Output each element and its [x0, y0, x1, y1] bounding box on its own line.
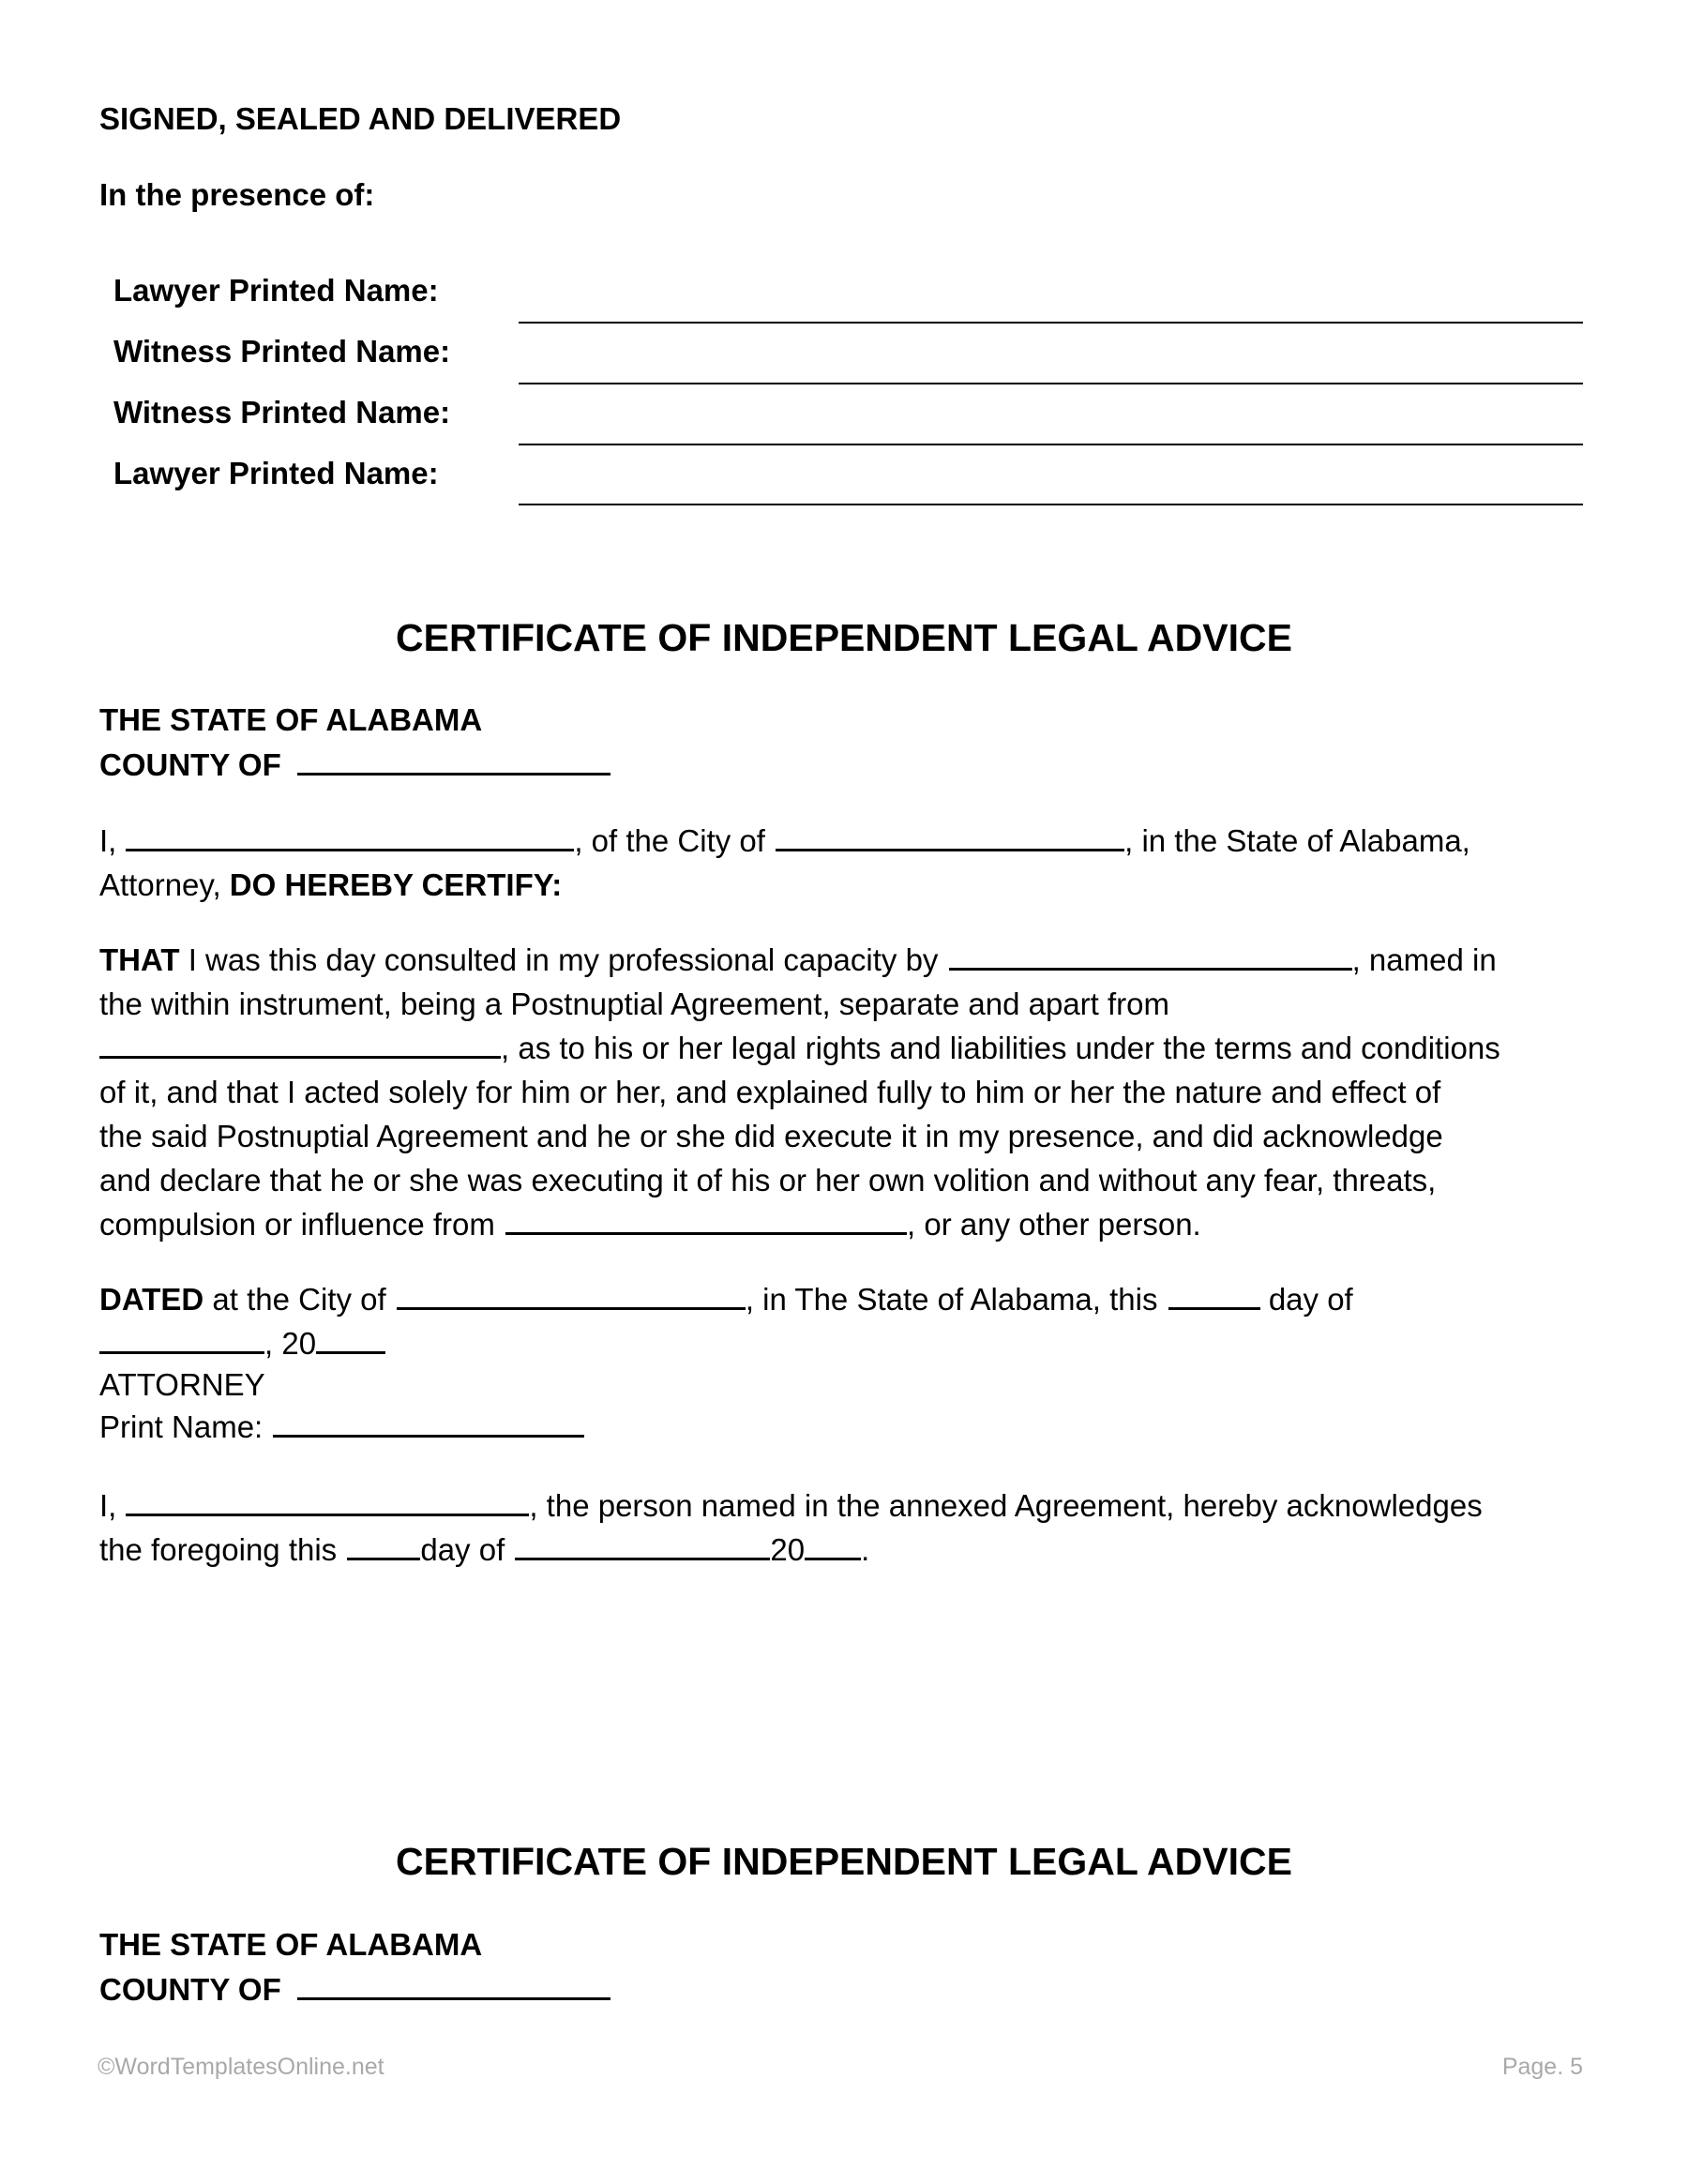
county-line-2: [99, 1969, 610, 2009]
witness-name-label-2: Witness Printed Name:: [113, 395, 451, 429]
certificate-title-2: CERTIFICATE OF INDEPENDENT LEGAL ADVICE: [396, 1840, 1292, 1883]
witness-name-label-1: Witness Printed Name:: [113, 334, 451, 369]
dated-keyword: DATED: [99, 1282, 204, 1317]
that-keyword: THAT: [99, 942, 180, 977]
certify-attorney-text: Attorney,: [99, 867, 221, 902]
footer-copyright: ©WordTemplatesOnline.net: [98, 2054, 384, 2080]
that-line-7b: , or any other person.: [907, 1207, 1201, 1242]
that-paragraph: [99, 938, 1619, 1246]
ack-text-d: day of: [420, 1532, 505, 1567]
ack-text-c: the foregoing this: [99, 1532, 338, 1567]
lawyer-name-label-2: Lawyer Printed Name:: [113, 456, 439, 490]
dated-year-prefix: , 20: [264, 1326, 317, 1361]
dated-month-blank[interactable]: [99, 1323, 264, 1354]
that-line-5: the said Postnuptial Agreement and he or she did execute it in my presence, and did acknowledge: [99, 1119, 1443, 1153]
print-name-label: Print Name:: [99, 1409, 264, 1444]
acknowledge-paragraph: [99, 1484, 1619, 1572]
dated-day-blank[interactable]: [1168, 1279, 1260, 1310]
certify-i: I,: [99, 823, 117, 858]
ack-year-blank[interactable]: [805, 1529, 861, 1560]
state-line-2: THE STATE OF ALABAMA: [99, 1927, 483, 1962]
dated-text-a: at the City of: [203, 1282, 386, 1317]
county-blank-1[interactable]: [297, 745, 610, 776]
lawyer-name-label-1: Lawyer Printed Name:: [113, 273, 439, 308]
certify-paragraph: [99, 819, 1619, 907]
print-name-blank[interactable]: [273, 1407, 584, 1438]
attorney-city-blank[interactable]: [776, 821, 1124, 851]
ack-day-blank[interactable]: [347, 1529, 420, 1560]
that-text-a: I was this day consulted in my professional capacity by: [179, 942, 939, 977]
do-hereby-certify: DO HEREBY CERTIFY:: [229, 867, 563, 902]
ack-text-b: , the person named in the annexed Agreement, hereby acknowledges: [529, 1488, 1483, 1523]
certify-state-text: , in the State of Alabama,: [1124, 823, 1470, 858]
ack-year-prefix: 20: [770, 1532, 806, 1567]
that-line-4: of it, and that I acted solely for him or her, and explained fully to him or her the nature and effect of: [99, 1075, 1441, 1109]
ack-month-blank[interactable]: [515, 1529, 770, 1560]
lawyer-name-line-2[interactable]: [519, 504, 1583, 505]
presence-label: In the presence of:: [99, 177, 375, 212]
dated-city-blank[interactable]: [397, 1279, 746, 1310]
apart-from-blank[interactable]: [99, 1028, 501, 1059]
that-line-6: and declare that he or she was executing it of his or her own volition and without any fear, threats,: [99, 1163, 1437, 1197]
dated-text-c: day of: [1268, 1282, 1353, 1317]
attorney-name-blank[interactable]: [126, 821, 574, 851]
influence-from-blank[interactable]: [505, 1204, 907, 1235]
that-text-b: , named in: [1351, 942, 1497, 977]
ack-period: .: [861, 1532, 870, 1567]
footer-page-number: Page. 5: [1501, 2054, 1583, 2080]
ack-i: I,: [99, 1488, 117, 1523]
that-line-2: the within instrument, being a Postnuptial Agreement, separate and apart from: [99, 987, 1169, 1021]
witness-name-line-2[interactable]: [519, 444, 1583, 445]
state-line-1: THE STATE OF ALABAMA: [99, 702, 483, 737]
county-label-1: COUNTY OF: [99, 747, 281, 782]
county-line-1: [99, 745, 610, 784]
consulted-by-blank[interactable]: [949, 940, 1352, 971]
county-blank-2[interactable]: [297, 1969, 610, 2000]
county-label-2: COUNTY OF: [99, 1972, 281, 2007]
lawyer-name-line-1[interactable]: [519, 322, 1583, 324]
dated-year-blank[interactable]: [316, 1323, 385, 1354]
dated-text-b: , in The State of Alabama, this: [745, 1282, 1158, 1317]
attorney-label: ATTORNEY: [99, 1367, 265, 1402]
witness-name-line-1[interactable]: [519, 383, 1583, 384]
certificate-title-1: CERTIFICATE OF INDEPENDENT LEGAL ADVICE: [396, 616, 1292, 659]
that-line-3: , as to his or her legal rights and liabilities under the terms and conditions: [501, 1031, 1500, 1065]
ack-person-blank[interactable]: [126, 1485, 529, 1516]
certify-city-text: , of the City of: [574, 823, 765, 858]
that-line-7a: compulsion or influence from: [99, 1207, 495, 1242]
dated-paragraph: [99, 1277, 1619, 1449]
signed-sealed-heading: SIGNED, SEALED AND DELIVERED: [99, 101, 622, 136]
